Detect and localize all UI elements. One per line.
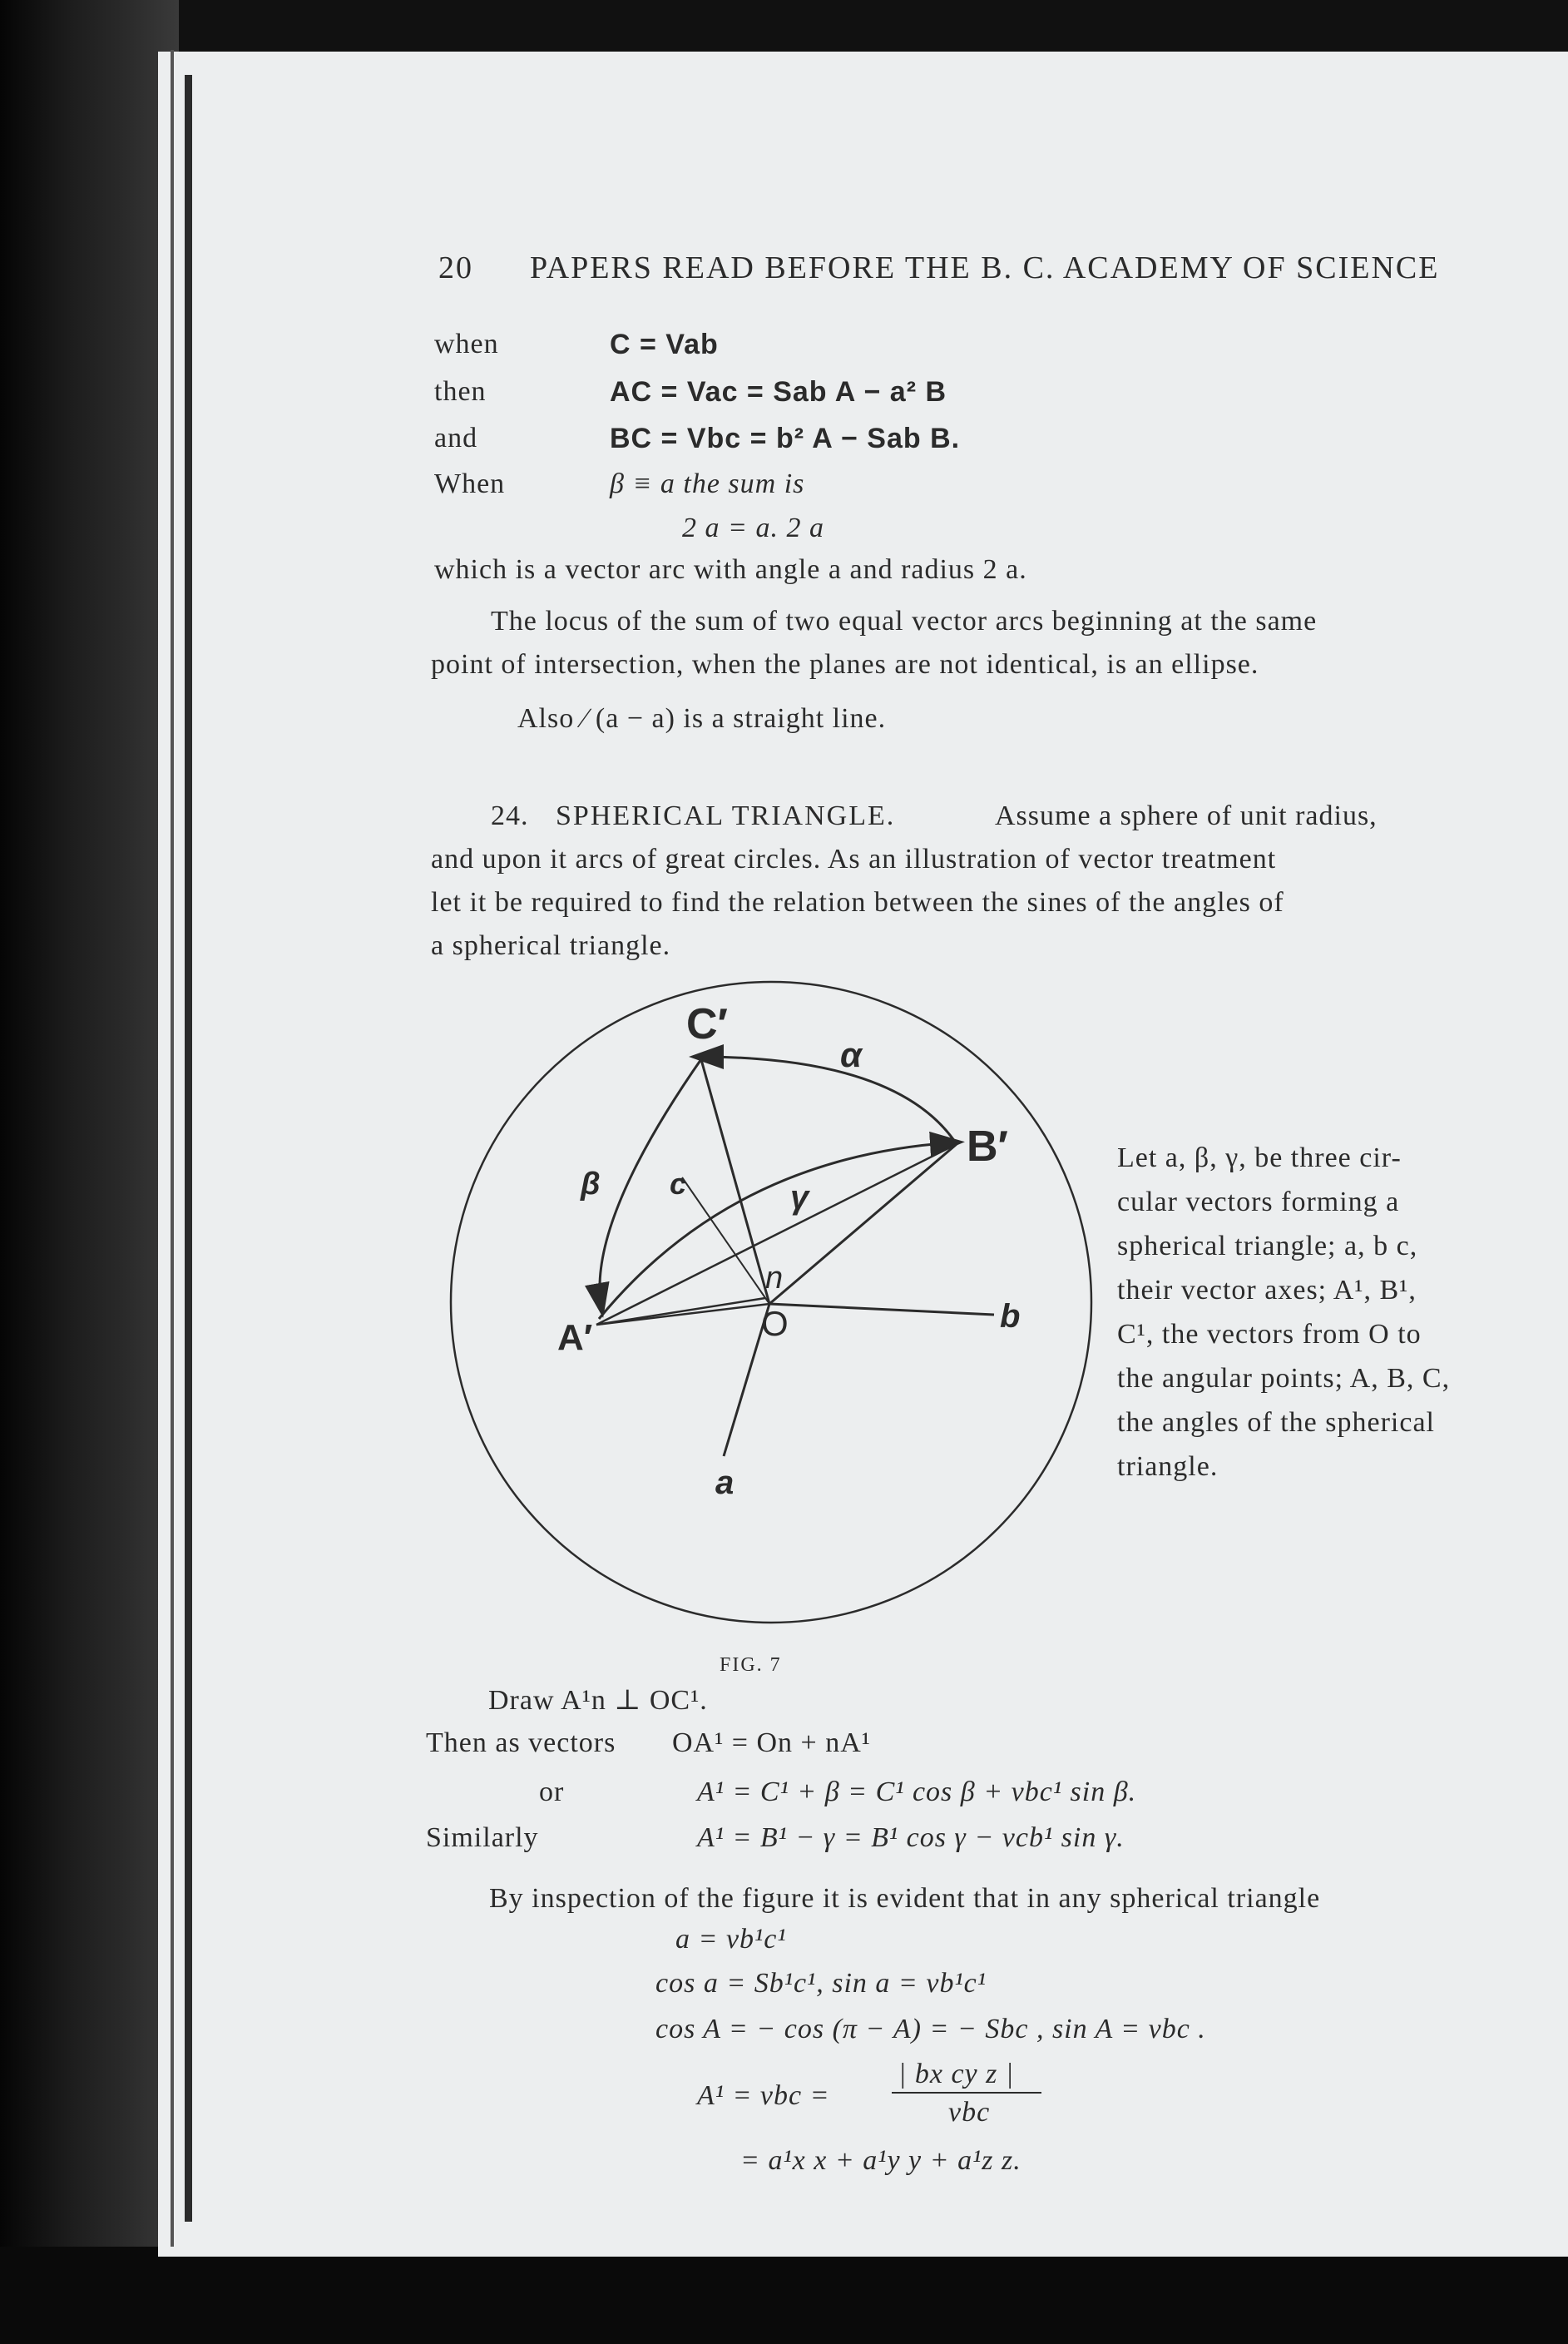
para-also: Also ∕ (a − a) is a straight line. bbox=[517, 703, 887, 734]
eq-cos-sin-a: cos a = Sb¹c¹, sin a = vb¹c¹ bbox=[655, 1968, 987, 1999]
section-line3: let it be required to find the relation between the sines of the angles of bbox=[431, 887, 1284, 918]
eq-label-and: and bbox=[434, 423, 478, 453]
label-o: O bbox=[761, 1304, 789, 1343]
label-a-prime: A′ bbox=[557, 1317, 593, 1358]
side-line-3: spherical triangle; a, b c, bbox=[1117, 1231, 1418, 1261]
para-inspection: By inspection of the figure it is evident that in any spherical triangle bbox=[489, 1883, 1321, 1914]
para-locus-line2: point of intersection, when the planes are not identical, is an ellipse. bbox=[431, 649, 1259, 680]
axis-c bbox=[682, 1177, 769, 1304]
figure-side-text bbox=[1117, 1136, 1508, 1489]
label-b-prime: B′ bbox=[967, 1122, 1009, 1171]
eq-and: BC = Vbc = b² A − Sab B. bbox=[610, 423, 961, 454]
side-line-8: triangle. bbox=[1117, 1451, 1219, 1482]
arc-beta bbox=[600, 1057, 703, 1308]
side-line-1: Let a, β, γ, be three cir- bbox=[1117, 1142, 1402, 1173]
label-beta: β bbox=[581, 1167, 601, 1202]
label-b: b bbox=[1000, 1298, 1021, 1335]
eq-when-2: β ≡ a the sum is bbox=[610, 468, 805, 499]
section-number: 24. bbox=[491, 800, 529, 831]
eq-a-equals: a = vb¹c¹ bbox=[675, 1924, 787, 1955]
eq-label-when: when bbox=[434, 329, 499, 359]
side-line-5: C¹, the vectors from O to bbox=[1117, 1319, 1422, 1350]
page-binding-line bbox=[185, 75, 192, 2222]
para-vector-arc: which is a vector arc with angle a and radius 2 a. bbox=[434, 554, 1027, 585]
eq-label-then-vectors: Then as vectors bbox=[426, 1727, 616, 1758]
eq-A-prime-numerator: | bx cy z | bbox=[898, 2059, 1015, 2089]
eq-when: C = Vab bbox=[610, 329, 719, 360]
figure-caption: FIG. 7 bbox=[720, 1654, 782, 1676]
scan-dark-margin bbox=[0, 0, 179, 2344]
section-line4: a spherical triangle. bbox=[431, 930, 671, 961]
eq-label-similarly: Similarly bbox=[426, 1822, 539, 1853]
label-n: n bbox=[765, 1261, 784, 1296]
eq-cos-sin-A: cos A = − cos (π − A) = − Sbc , sin A = vbc . bbox=[655, 2014, 1206, 2044]
running-title: PAPERS READ BEFORE THE B. C. ACADEMY OF SCIENCE bbox=[530, 250, 1440, 285]
eq-similarly: A¹ = B¹ − γ = B¹ cos γ − vcb¹ sin γ. bbox=[697, 1822, 1125, 1853]
eq-A-prime-denominator: vbc bbox=[948, 2097, 991, 2128]
page-edge-shadow bbox=[171, 50, 174, 2247]
side-line-2: cular vectors forming a bbox=[1117, 1187, 1400, 1217]
eq-label-or: or bbox=[539, 1777, 565, 1807]
spherical-triangle-figure bbox=[433, 974, 1098, 1639]
label-a: a bbox=[715, 1464, 735, 1501]
para-locus-line1: The locus of the sum of two equal vector arcs beginning at the same bbox=[491, 606, 1318, 637]
arc-alpha bbox=[699, 1057, 957, 1144]
eq-label-then: then bbox=[434, 376, 487, 407]
section-line1-rest: Assume a sphere of unit radius, bbox=[995, 800, 1378, 831]
page-number: 20 bbox=[438, 250, 473, 285]
scan-dark-bottom bbox=[0, 2247, 1568, 2344]
side-line-4: their vector axes; A¹, B¹, bbox=[1117, 1275, 1417, 1306]
label-c: c bbox=[670, 1167, 687, 1201]
side-line-6: the angular points; A, B, C, bbox=[1117, 1363, 1451, 1394]
eq-or: A¹ = C¹ + β = C¹ cos β + vbc¹ sin β. bbox=[697, 1777, 1137, 1807]
vector-o-a-prime bbox=[596, 1304, 769, 1325]
axis-b bbox=[769, 1304, 994, 1315]
eq-then: AC = Vac = Sab A − a² B bbox=[610, 376, 947, 408]
fraction-bar bbox=[892, 2092, 1041, 2094]
eq-draw: Draw A¹n ⊥ OC¹. bbox=[488, 1685, 708, 1716]
section-title: SPHERICAL TRIANGLE. bbox=[556, 800, 896, 831]
eq-A-prime-lhs: A¹ = vbc = bbox=[697, 2080, 830, 2111]
label-alpha: α bbox=[840, 1035, 863, 1074]
eq-label-when-2: When bbox=[434, 468, 506, 499]
eq-then-vectors: OA¹ = On + nA¹ bbox=[672, 1727, 871, 1758]
label-c-prime: C′ bbox=[686, 1000, 729, 1048]
label-gamma: γ bbox=[790, 1179, 809, 1216]
side-line-7: the angles of the spherical bbox=[1117, 1407, 1435, 1438]
section-line2: and upon it arcs of great circles. As an illustration of vector treatment bbox=[431, 844, 1277, 875]
eq-two-a: 2 a = a. 2 a bbox=[682, 513, 824, 543]
eq-A-prime-components: = a¹x x + a¹y y + a¹z z. bbox=[740, 2145, 1021, 2176]
